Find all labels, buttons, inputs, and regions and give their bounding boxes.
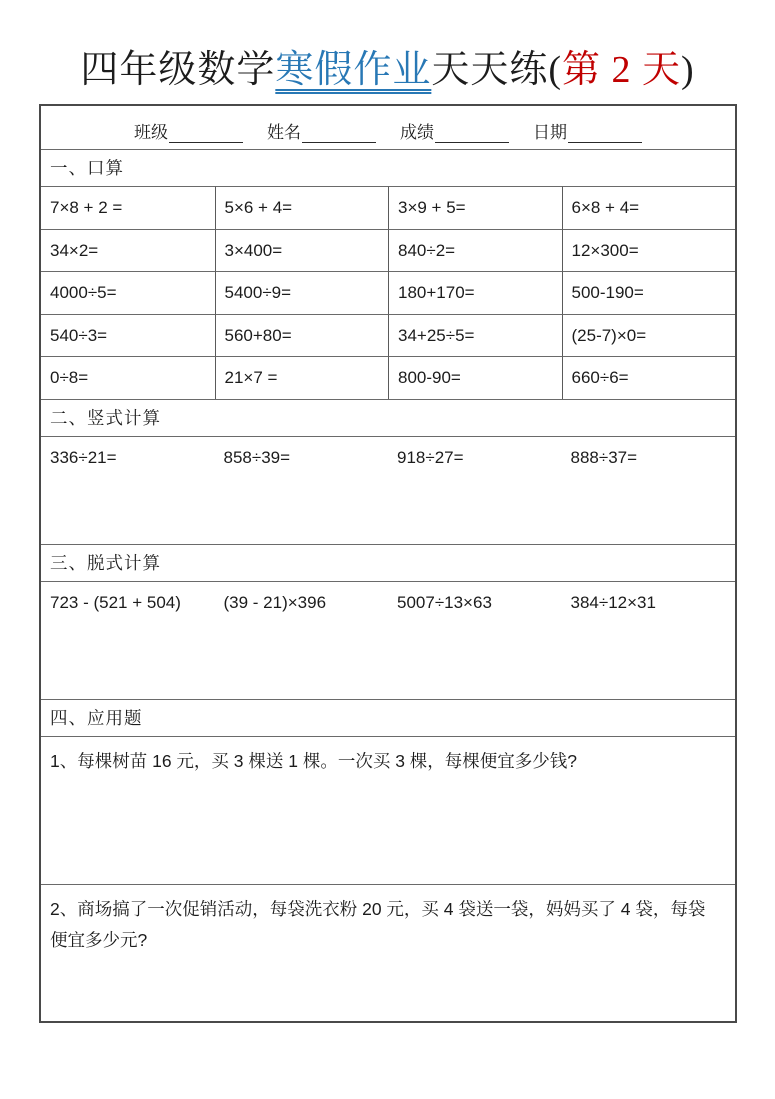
blank-line-date — [568, 124, 642, 143]
blank-line-score — [435, 124, 509, 143]
word-problem-1: 1、每棵树苗 16 元，买 3 棵送 1 棵。一次买 3 棵，每棵便宜多少钱? — [41, 736, 735, 884]
blank-line-name — [302, 124, 376, 143]
info-row — [41, 106, 735, 149]
oral-problem: 34×2= — [41, 229, 215, 272]
info-label-class: 班级 — [134, 123, 168, 142]
title-prefix: 四年级数学 — [80, 49, 276, 91]
oral-problem: 0÷8= — [41, 356, 215, 399]
oral-problem: 34+25÷5= — [388, 314, 562, 357]
title-middle: 天天练( — [431, 49, 562, 91]
oral-problem: 12×300= — [562, 229, 736, 272]
vertical-problems-row — [41, 436, 735, 544]
oral-problem: 6×8 + 4= — [562, 186, 736, 229]
oral-problem: 800-90= — [388, 356, 562, 399]
oral-problem: 7×8 + 2 = — [41, 186, 215, 229]
info-label-date: 日期 — [533, 123, 567, 142]
section-heading-word: 四、应用题 — [41, 699, 735, 736]
title-day: 第 2 天 — [562, 49, 682, 91]
stepwise-problem: 723 - (521 + 504) — [50, 592, 181, 612]
worksheet-table — [39, 104, 737, 1023]
vertical-problem: 918÷27= — [397, 447, 464, 467]
title-suffix: ) — [681, 49, 695, 91]
stepwise-problems-row — [41, 581, 735, 699]
blank-line-class — [169, 124, 243, 143]
oral-problem: (25-7)×0= — [562, 314, 736, 357]
oral-problem: 500-190= — [562, 271, 736, 314]
oral-problem: 4000÷5= — [41, 271, 215, 314]
oral-problem: 3×9 + 5= — [388, 186, 562, 229]
info-field-name — [267, 118, 376, 143]
oral-problem: 660÷6= — [562, 356, 736, 399]
oral-problem: 21×7 = — [215, 356, 389, 399]
info-label-score: 成绩 — [400, 123, 434, 142]
section-heading-vertical: 二、竖式计算 — [41, 399, 735, 436]
word-problem-2: 2、商场搞了一次促销活动，每袋洗衣粉 20 元，买 4 袋送一袋，妈妈买了 4 袋，每袋便宜多少元? — [41, 884, 735, 1021]
oral-problem: 540÷3= — [41, 314, 215, 357]
info-field-date — [533, 118, 642, 143]
vertical-problem: 858÷39= — [223, 447, 291, 467]
vertical-problem: 888÷37= — [570, 447, 638, 467]
vertical-problem: 336÷21= — [50, 447, 117, 467]
oral-problem: 560+80= — [215, 314, 389, 357]
stepwise-problem: 384÷12×31 — [570, 592, 656, 612]
page-title — [0, 38, 775, 93]
oral-problem: 3×400= — [215, 229, 389, 272]
stepwise-problem: (39 - 21)×396 — [223, 592, 327, 612]
oral-problem: 5400÷9= — [215, 271, 389, 314]
section-heading-stepwise: 三、脱式计算 — [41, 544, 735, 581]
oral-problem: 840÷2= — [388, 229, 562, 272]
oral-problem: 180+170= — [388, 271, 562, 314]
title-highlight: 寒假作业 — [275, 49, 432, 91]
oral-problem: 5×6 + 4= — [215, 186, 389, 229]
section-heading-oral: 一、口算 — [41, 149, 735, 186]
info-label-name: 姓名 — [267, 123, 301, 142]
info-field-score — [400, 118, 509, 143]
stepwise-problem: 5007÷13×63 — [397, 592, 492, 612]
oral-problems-grid — [41, 186, 735, 399]
info-field-class — [134, 118, 243, 143]
